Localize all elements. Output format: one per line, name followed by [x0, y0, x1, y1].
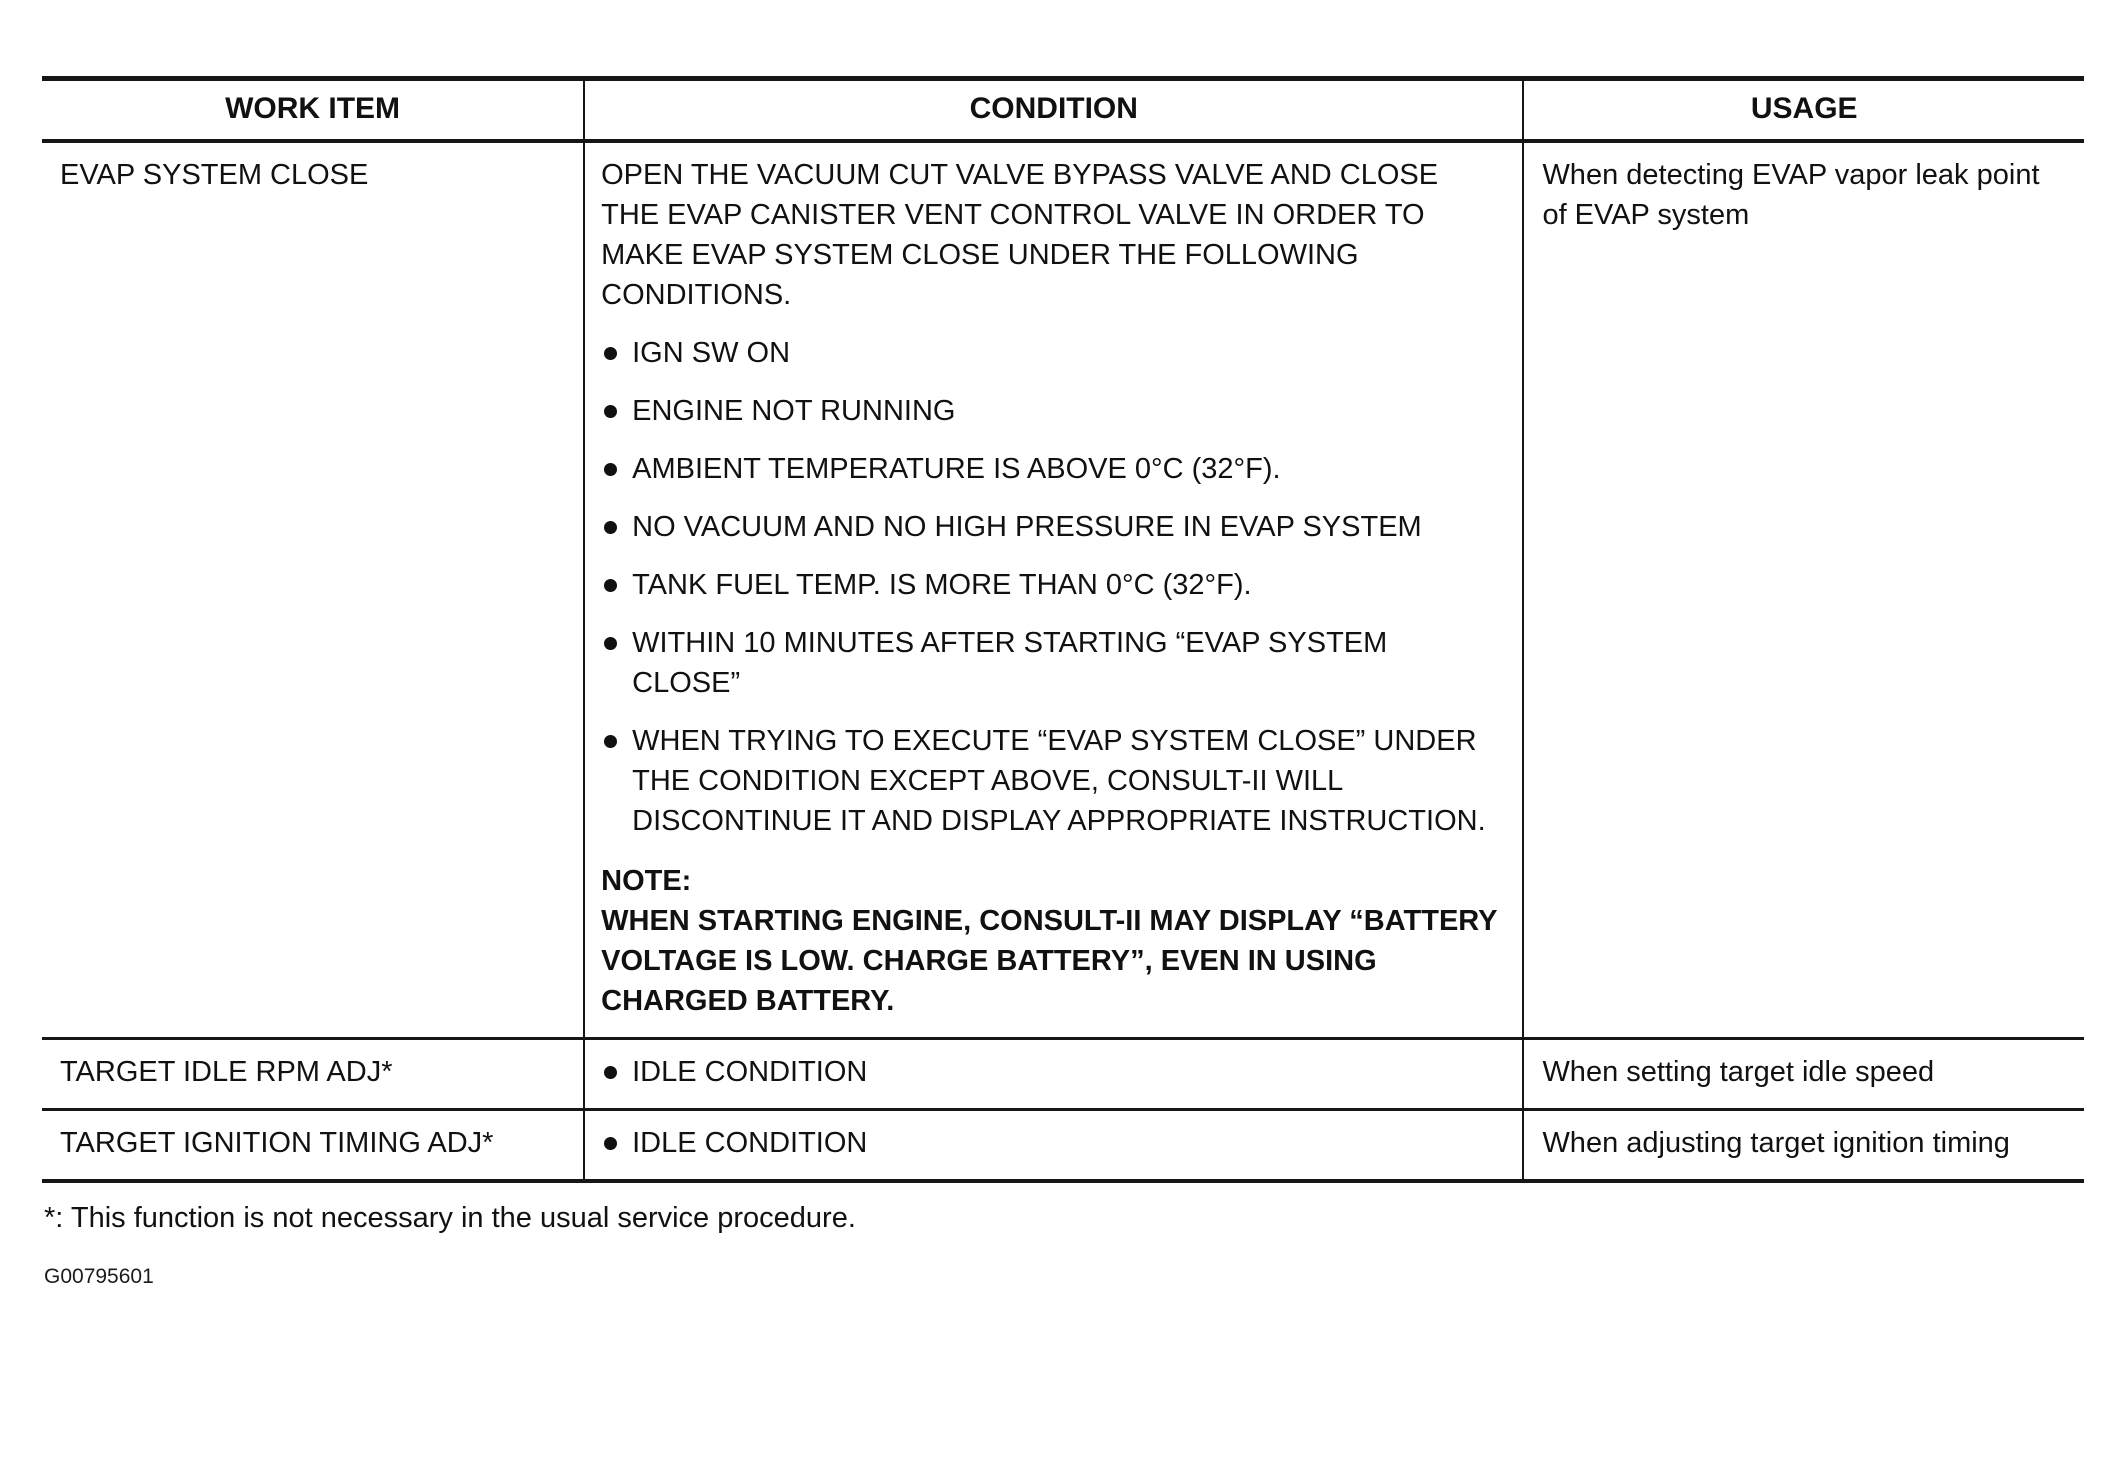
table-header-row [42, 81, 2084, 143]
bullet-item [601, 507, 1502, 547]
bullet-icon [604, 1066, 617, 1079]
bullet-text: IDLE CONDITION [632, 1127, 868, 1159]
bullet-item [601, 1052, 1502, 1092]
work-item-cell: TARGET IGNITION TIMING ADJ* [60, 1127, 494, 1159]
column-header-usage: USAGE [1522, 81, 2084, 139]
bullet-icon [604, 347, 617, 360]
bullet-icon [604, 463, 617, 476]
bullet-item [601, 565, 1502, 605]
bullet-text: AMBIENT TEMPERATURE IS ABOVE 0°C (32°F). [632, 453, 1281, 485]
bullet-icon [604, 521, 617, 534]
bullet-item [601, 1123, 1502, 1163]
condition-cell [583, 1040, 1522, 1108]
figure-id: G00795601 [44, 1265, 154, 1288]
work-item-cell: TARGET IDLE RPM ADJ* [60, 1056, 393, 1088]
footnote: *: This function is not necessary in the usual service procedure. [44, 1202, 856, 1234]
usage-cell: When adjusting target ignition timing [1522, 1111, 2084, 1179]
bullet-text: WHEN TRYING TO EXECUTE “EVAP SYSTEM CLOSE” UNDER THE CONDITION EXCEPT ABOVE, CONSULT-II WILL DISCONTINUE IT AND DISPLAY APPROPRIATE INSTRUCTION. [632, 725, 1486, 837]
bullet-item [601, 333, 1502, 373]
bullet-icon [604, 735, 617, 748]
usage-cell: When detecting EVAP vapor leak point of EVAP system [1522, 143, 2084, 1037]
bullet-text: IDLE CONDITION [632, 1056, 868, 1088]
note-text: WHEN STARTING ENGINE, CONSULT-II MAY DISPLAY “BATTERY VOLTAGE IS LOW. CHARGE BATTERY”, EVEN IN USING CHARGED BATTERY. [601, 905, 1497, 1017]
condition-cell [583, 143, 1522, 1037]
bullet-icon [604, 405, 617, 418]
bullet-item [601, 623, 1502, 703]
work-item-table [42, 76, 2084, 1183]
column-header-condition: CONDITION [583, 81, 1522, 139]
condition-cell [583, 1111, 1522, 1179]
condition-intro: OPEN THE VACUUM CUT VALVE BYPASS VALVE AND CLOSE THE EVAP CANISTER VENT CONTROL VALVE IN ORDER TO MAKE EVAP SYSTEM CLOSE UNDER THE FOLLOWING CONDITIONS. [601, 159, 1439, 311]
bullet-item [601, 391, 1502, 431]
bullet-text: TANK FUEL TEMP. IS MORE THAN 0°C (32°F). [632, 569, 1252, 601]
bullet-item [601, 721, 1502, 841]
bullet-text: IGN SW ON [632, 337, 791, 369]
bullet-icon [604, 637, 617, 650]
bullet-icon [604, 1137, 617, 1150]
table-row-evap-system-close [42, 143, 2084, 1040]
bullet-text: ENGINE NOT RUNNING [632, 395, 956, 427]
bullet-icon [604, 579, 617, 592]
bullet-item [601, 449, 1502, 489]
table-row-target-ignition-timing-adj [42, 1111, 2084, 1179]
usage-cell: When setting target idle speed [1522, 1040, 2084, 1108]
column-header-work-item: WORK ITEM [225, 92, 401, 125]
table-row-target-idle-rpm-adj [42, 1040, 2084, 1111]
bullet-text: WITHIN 10 MINUTES AFTER STARTING “EVAP SYSTEM CLOSE” [632, 627, 1388, 699]
note-label: NOTE: [601, 865, 692, 897]
work-item-cell: EVAP SYSTEM CLOSE [60, 159, 369, 191]
bullet-text: NO VACUUM AND NO HIGH PRESSURE IN EVAP SYSTEM [632, 511, 1422, 543]
